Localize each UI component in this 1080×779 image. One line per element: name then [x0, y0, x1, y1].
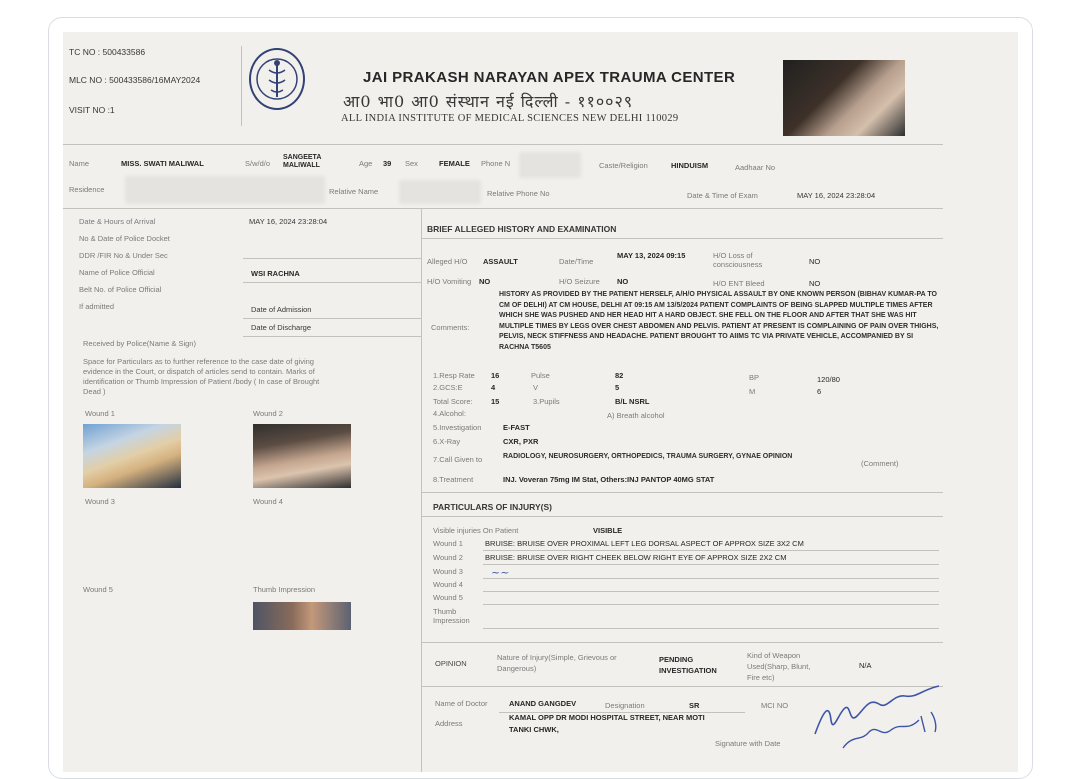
wound5-label: Wound 5: [83, 585, 113, 594]
pulse-value: 82: [615, 371, 624, 380]
injury-title: PARTICULARS OF INJURY(S): [433, 502, 552, 512]
arrival-value: MAY 16, 2024 23:28:04: [249, 217, 328, 226]
patient-photo: [783, 60, 905, 136]
space-text-2: evidence in the Court, or dispatch of articles send to contain. Marks of: [83, 367, 315, 376]
w5-label: Wound 5: [433, 593, 463, 602]
xray-value: CXR, PXR: [503, 437, 539, 446]
swd-label: S/w/d/o: [245, 159, 271, 168]
admission-label: Date of Admission: [251, 305, 312, 314]
sex-value: FEMALE: [439, 159, 470, 168]
wound1-label: Wound 1: [85, 409, 115, 418]
invest-label: 5.Investigation: [433, 423, 482, 432]
thumb-label: Thumb Impression: [253, 585, 316, 594]
gcs-label: 2.GCS:E: [433, 383, 463, 392]
aiims-logo-icon: [249, 48, 305, 110]
bp-label: BP: [749, 373, 760, 382]
nature-label: Nature of Injury(Simple, Grievous or Dangerous): [497, 653, 617, 673]
treat-value: INJ. Voveran 75mg IM Stat, Others:INJ PANTOP 40MG STAT: [503, 475, 715, 484]
received-label: Received by Police(Name & Sign): [83, 339, 196, 348]
caste-label: Caste/Religion: [599, 161, 648, 170]
call-label: 7.Call Given to: [433, 455, 483, 464]
police-value: WSI RACHNA: [251, 269, 300, 278]
designation-label: Designation: [605, 701, 645, 710]
police-label: Name of Police Official: [79, 268, 155, 277]
caste-value: HINDUISM: [671, 161, 709, 170]
datetime-value: MAY 13, 2024 09:15: [617, 251, 686, 260]
space-text-1: Space for Particulars as to further reference to the case date of giving: [83, 357, 314, 366]
w2-value: BRUISE: BRUISE OVER RIGHT CHEEK BELOW RIGHT EYE OF APPROX SIZE 2X2 CM: [485, 553, 787, 562]
initials-scribble-icon: ~~: [491, 566, 510, 579]
call-value: RADIOLOGY, NEUROSURGERY, ORTHOPEDICS, TRAUMA SURGERY, GYNAE OPINION: [503, 453, 793, 460]
space-text-3: identification or Thumb Impression of Patient /body ( In case of Brought: [83, 377, 320, 386]
gcs-m: 6: [817, 387, 822, 396]
comment-right: (Comment): [861, 459, 899, 468]
phone-label: Phone N: [481, 159, 511, 168]
seizure-label: H/O Seizure: [559, 277, 600, 286]
institute-subtitle: ALL INDIA INSTITUTE OF MEDICAL SCIENCES NEW DELHI 110029: [341, 113, 679, 124]
gcs-v-label: V: [533, 383, 539, 392]
resp-value: 16: [491, 371, 500, 380]
docket-label: No & Date of Police Docket: [79, 234, 170, 243]
alcohol-label: 4.Alcohol:: [433, 409, 466, 418]
nature-value: PENDING INVESTIGATION: [659, 655, 717, 675]
xray-label: 6.X-Ray: [433, 437, 461, 446]
space-text-4: Dead ): [83, 387, 106, 396]
pulse-label: Pulse: [531, 371, 550, 380]
wound2-photo: [253, 424, 351, 488]
redacted-relative: [399, 180, 481, 204]
arrival-label: Date & Hours of Arrival: [79, 217, 156, 226]
history-comments: HISTORY AS PROVIDED BY THE PATIENT HERSELF, A/H/O PHYSICAL ASSAULT BY ONE KNOWN PERSON (BIBHAV KUMAR-PA TO CM OF DELHI) AT CM HOUSE, DELHI AT 09:15 AM 13/5/2024 PATIENT COMPLAINTS OF BEING SLAPPED MULTIPLE TIMES AFTER WHICH SHE WAS PUSHED AND HER HEAD HIT A HARD OBJECT. SHE FELL ON THE FLOOR AND AFTER THAT SHE WAS HIT MULTIPLE TIMES BY LEGS OVER CHEST ABDOMEN AND PELVIS. PATIENT AT PRESENT IS COMPLAINING OF PAIN OVER THIGHS, PELVIS, NECK STIFFNESS AND HEADACHE. PATIENT BROUGHT TO AIIMS TC VIA PRIVATE VEHICLE, ACCOMPANIED BY SI RACHNA T5605: [499, 291, 939, 351]
w1-value: BRUISE: BRUISE OVER PROXIMAL LEFT LEG DORSAL ASPECT OF APPROX SIZE 3X2 CM: [485, 539, 804, 548]
tweet-media-card[interactable]: [48, 17, 1033, 779]
visible-label: Visible injuries On Patient: [433, 526, 519, 535]
doctor-name: ANAND GANGDEV: [509, 699, 577, 708]
alleged-label: Alleged H/O: [427, 257, 468, 266]
w1-label: Wound 1: [433, 539, 463, 548]
gcs-e: 4: [491, 383, 496, 392]
seizure-value: NO: [617, 277, 629, 286]
hospital-title-hindi: आ0 भा0 आ0 संस्थान नई दिल्ली - ११००२९: [343, 92, 634, 111]
invest-value: E-FAST: [503, 423, 530, 432]
redacted-phone: [519, 152, 581, 178]
doctor-signature-icon: [809, 672, 959, 752]
relative-label: Relative Name: [329, 187, 379, 196]
datetime-label: Date/Time: [559, 257, 594, 266]
residence-label: Residence: [69, 185, 105, 194]
aadhaar-label: Aadhaar No: [735, 163, 776, 172]
belt-label: Belt No. of Police Official: [79, 285, 162, 294]
age-value: 39: [383, 159, 392, 168]
sex-label: Sex: [405, 159, 418, 168]
thumb-impression-label: Thumb Impression: [433, 607, 470, 625]
loc-label: H/O Loss of consciousness: [713, 251, 763, 269]
loc-value: NO: [809, 257, 821, 266]
opinion-label: OPINION: [435, 659, 467, 668]
mci-label: MCI NO: [761, 701, 789, 710]
wound3-label: Wound 3: [85, 497, 115, 506]
hospital-title: JAI PRAKASH NARAYAN APEX TRAUMA CENTER: [363, 69, 736, 86]
discharge-label: Date of Discharge: [251, 323, 312, 332]
patient-name: MISS. SWATI MALIWAL: [121, 159, 204, 168]
gcs-m-label: M: [749, 387, 756, 396]
ent-value: NO: [809, 279, 821, 288]
thumb-photo: [253, 602, 351, 630]
total-label: Total Score:: [433, 397, 473, 406]
address-label: Address: [435, 719, 463, 728]
swd-value: SANGEETA MALIWALL: [283, 154, 322, 170]
total-value: 15: [491, 397, 500, 406]
resp-label: 1.Resp Rate: [433, 371, 475, 380]
name-label: Name: [69, 159, 90, 168]
address-line-2: TANKI CHWK,: [509, 725, 559, 734]
designation-value: SR: [689, 701, 700, 710]
wound1-photo: [83, 424, 181, 488]
redacted-residence: [125, 176, 325, 204]
w3-label: Wound 3: [433, 567, 463, 576]
tc-number: TC NO : 500433586: [69, 47, 146, 57]
age-label: Age: [359, 159, 373, 168]
weapon-label: Kind of Weapon Used(Sharp, Blunt, Fire etc): [747, 651, 811, 682]
mlc-number: MLC NO : 500433586/16MAY2024: [69, 75, 201, 85]
weapon-value: N/A: [859, 661, 872, 670]
exam-value: MAY 16, 2024 23:28:04: [797, 191, 876, 200]
doctor-name-label: Name of Doctor: [435, 699, 488, 708]
vomit-label: H/O Vomiting: [427, 277, 472, 286]
alleged-value: ASSAULT: [483, 257, 518, 266]
treat-label: 8.Treatment: [433, 475, 474, 484]
gcs-v: 5: [615, 383, 620, 392]
history-title: BRIEF ALLEGED HISTORY AND EXAMINATION: [427, 224, 617, 234]
visible-value: VISIBLE: [593, 526, 623, 535]
address-line-1: KAMAL OPP DR MODI HOSPITAL STREET, NEAR MOTI: [509, 713, 705, 722]
wound2-label: Wound 2: [253, 409, 283, 418]
bp-value: 120/80: [817, 375, 840, 384]
ent-label: H/O ENT Bleed: [713, 279, 765, 288]
w2-label: Wound 2: [433, 553, 463, 562]
admitted-label: If admitted: [79, 302, 115, 311]
vomit-value: NO: [479, 277, 491, 286]
exam-label: Date & Time of Exam: [687, 191, 758, 200]
wound4-label: Wound 4: [253, 497, 283, 506]
signature-label: Signature with Date: [715, 739, 781, 748]
w4-label: Wound 4: [433, 580, 463, 589]
pupils-label: 3.Pupils: [533, 397, 560, 406]
pupils-value: B/L NSRL: [615, 397, 650, 406]
breath-label: A) Breath alcohol: [607, 411, 665, 420]
visit-number: VISIT NO :1: [69, 105, 115, 115]
mlc-document: [63, 32, 1018, 772]
fir-label: DDR /FIR No & Under Sec: [79, 251, 168, 260]
relative-phone-label: Relative Phone No: [487, 189, 550, 198]
comments-label: Comments:: [431, 323, 470, 332]
